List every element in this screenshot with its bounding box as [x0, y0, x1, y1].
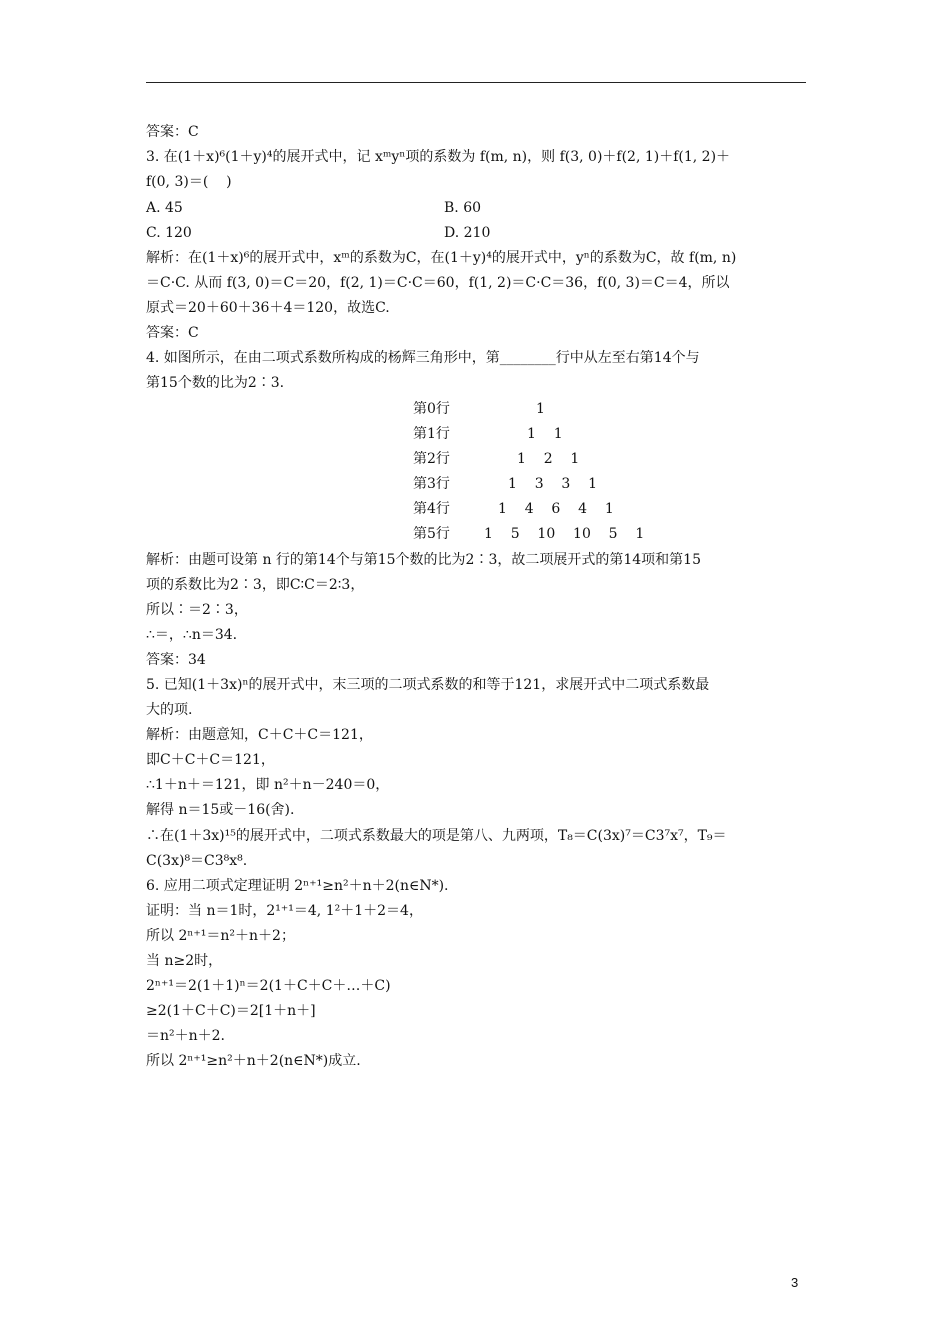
triangle-row-values: 1 1 [527, 426, 563, 442]
triangle-row-values: 1 5 10 10 5 1 [484, 526, 645, 542]
question-5-cont: 大的项. [146, 702, 193, 718]
solution-line: 解析：由题可设第 n 行的第14个与第15个数的比为2∶3，故二项展开式的第14项和第15 [146, 552, 701, 568]
proof-line: 证明：当 n＝1时，2¹⁺¹＝4, 1²＋1＋2＝4， [146, 903, 423, 919]
triangle-row-label: 第0行 [413, 401, 450, 417]
solution-line: ∴在(1＋3x)¹⁵的展开式中，二项式系数最大的项是第八、九两项，T₈＝C(3x)⁷＝C3⁷x⁷，T₉＝ [146, 828, 727, 844]
solution-line: 解析：由题意知，C＋C＋C＝121， [146, 727, 373, 743]
question-5: 5. 已知(1＋3x)ⁿ的展开式中，末三项的二项式系数的和等于121，求展开式中二项式系数最 [146, 677, 710, 693]
solution-line: 即C＋C＋C＝121， [146, 752, 275, 768]
triangle-row-label: 第1行 [413, 426, 450, 442]
question-3-cont: f(0, 3)＝( ) [146, 174, 232, 190]
triangle-row-values: 1 4 6 4 1 [498, 501, 614, 517]
triangle-row-label: 第3行 [413, 476, 450, 492]
answer-line: 答案：C [146, 325, 199, 341]
solution-line: 解得 n＝15或－16(舍). [146, 802, 295, 818]
solution-line: 原式＝20＋60＋36＋4＝120，故选C. [146, 300, 390, 316]
proof-line: ＝n²＋n＋2. [146, 1028, 226, 1044]
page-number: 3 [791, 1275, 799, 1290]
triangle-row-label: 第5行 [413, 526, 450, 542]
triangle-row-label: 第2行 [413, 451, 450, 467]
question-3: 3. 在(1＋x)⁶(1＋y)⁴的展开式中，记 xᵐyⁿ项的系数为 f(m, n)，则 f(3, 0)＋f(2, 1)＋f(1, 2)＋ [146, 149, 731, 165]
triangle-row-values: 1 [536, 401, 545, 417]
header-rule [146, 82, 806, 83]
proof-line: 所以 2ⁿ⁺¹＝n²＋n＋2； [146, 928, 295, 944]
question-4: 4. 如图所示，在由二项式系数所构成的杨辉三角形中，第________行中从左至右第14个与 [146, 350, 700, 366]
option-a: A. 45 [146, 200, 183, 216]
solution-line: ∴1＋n＋＝121，即 n²＋n－240＝0， [146, 777, 390, 793]
solution-line: 项的系数比为2∶3，即C∶C＝2∶3， [146, 577, 365, 593]
solution-line: 解析：在(1＋x)⁶的展开式中，xᵐ的系数为C，在(1＋y)⁴的展开式中，yⁿ的系数为C，故 f(m, n) [146, 250, 737, 266]
proof-line: 所以 2ⁿ⁺¹≥n²＋n＋2(n∈N*)成立. [146, 1053, 361, 1069]
solution-line: 所以∶＝2∶3， [146, 602, 248, 618]
question-6: 6. 应用二项式定理证明 2ⁿ⁺¹≥n²＋n＋2(n∈N*). [146, 878, 449, 894]
solution-line: C(3x)⁸＝C3⁸x⁸. [146, 853, 248, 869]
solution-line: ∴＝，∴n＝34. [146, 627, 238, 643]
triangle-row-values: 1 3 3 1 [508, 476, 598, 492]
option-c: C. 120 [146, 225, 192, 241]
proof-line: 当 n≥2时， [146, 953, 223, 969]
triangle-row-label: 第4行 [413, 501, 450, 517]
proof-line: ≥2(1＋C＋C)＝2[1＋n＋] [146, 1003, 316, 1019]
option-d: D. 210 [444, 225, 491, 241]
triangle-row-values: 1 2 1 [517, 451, 580, 467]
option-b: B. 60 [444, 200, 482, 216]
answer-line: 答案：C [146, 124, 199, 140]
proof-line: 2ⁿ⁺¹＝2(1＋1)ⁿ＝2(1＋C＋C＋…＋C) [146, 978, 391, 994]
solution-line: ＝C·C. 从而 f(3, 0)＝C＝20，f(2, 1)＝C·C＝60，f(1, 2)＝C·C＝36，f(0, 3)＝C＝4，所以 [146, 275, 730, 291]
answer-line: 答案：34 [146, 652, 206, 668]
question-4-cont: 第15个数的比为2∶3. [146, 375, 285, 391]
